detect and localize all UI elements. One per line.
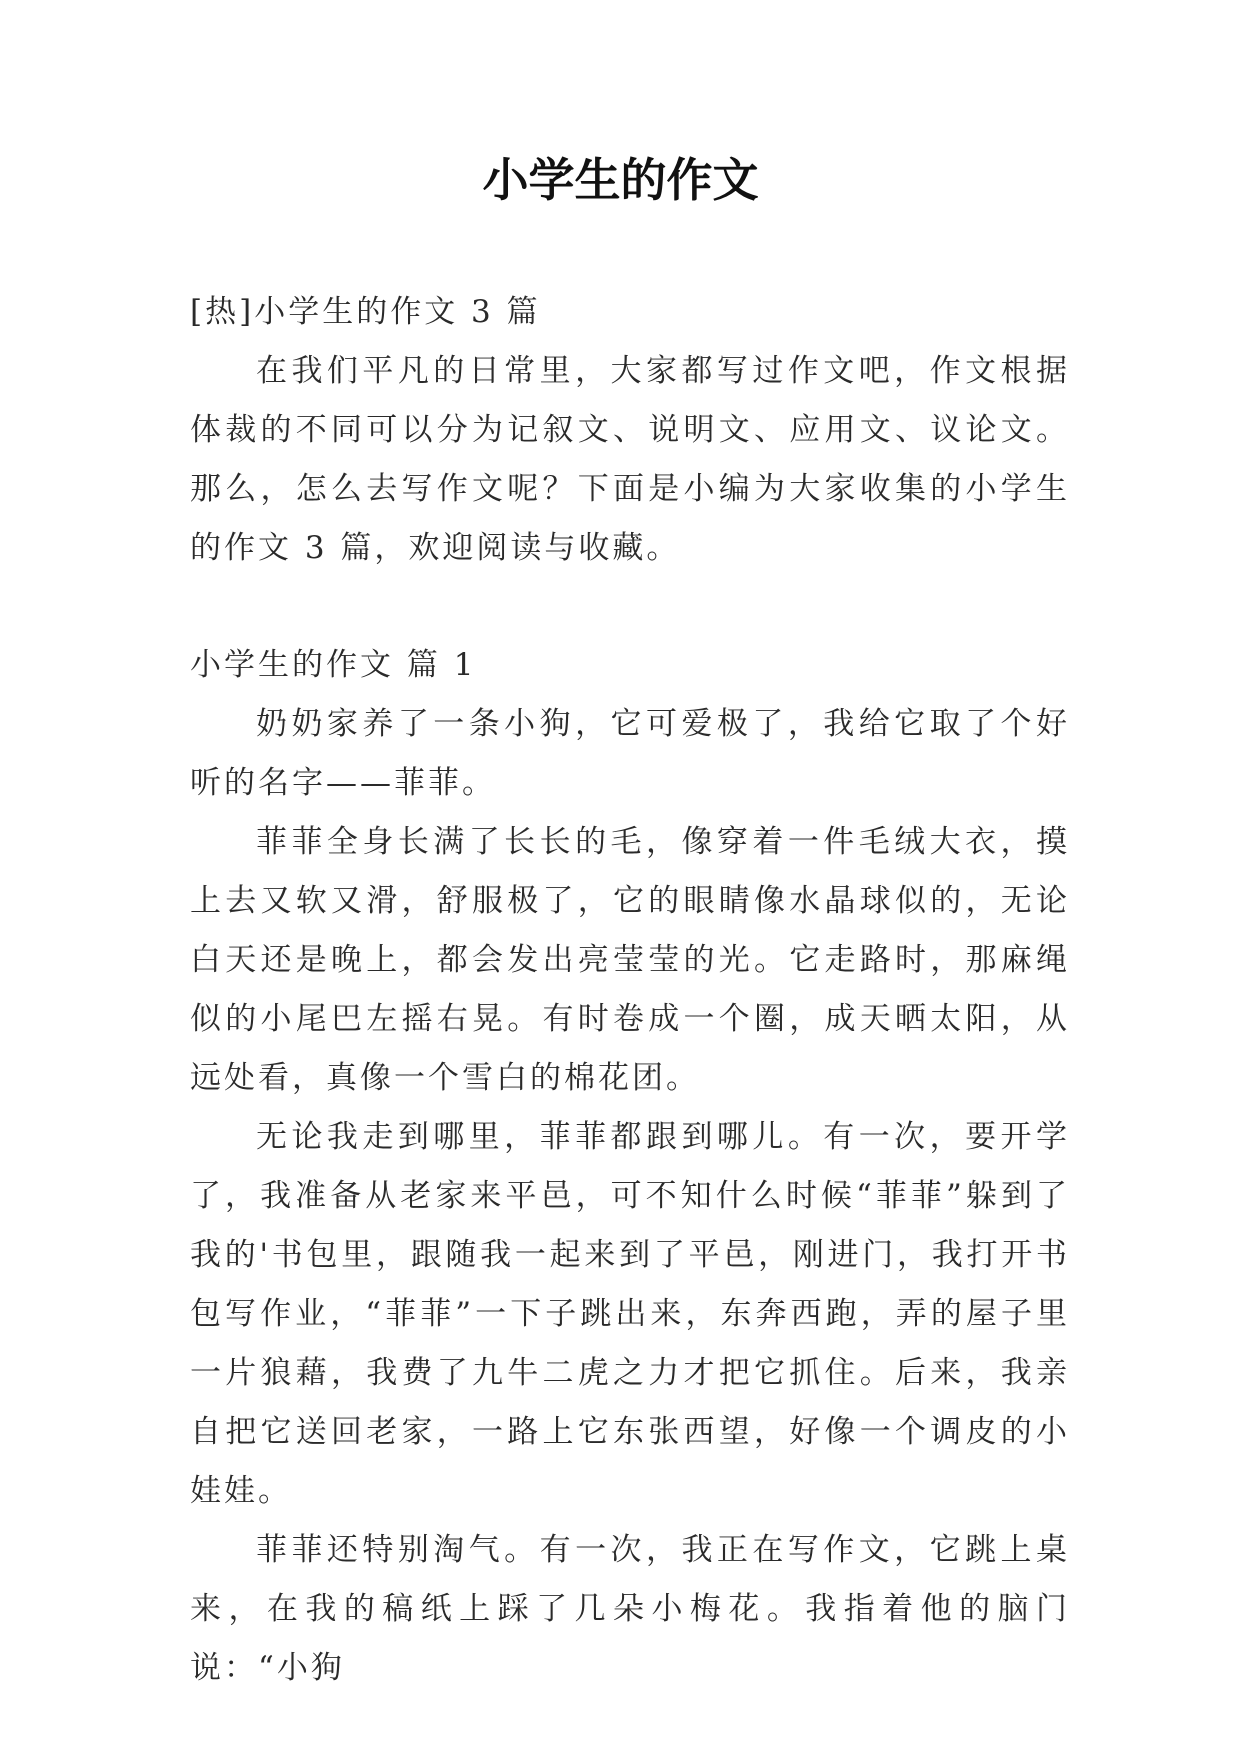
document-body xyxy=(190,283,1070,1698)
document-title: 小学生的作文 xyxy=(482,153,759,207)
body-paragraph: 菲菲还特别淘气。有一次，我正在写作文，它跳上桌来，在我的稿纸上踩了几朵小梅花。我指着他的脑门说：“小狗 xyxy=(190,1532,1070,1686)
section-heading: 小学生的作文 篇 1 xyxy=(190,647,477,683)
intro-heading: [热]小学生的作文 3 篇 xyxy=(190,294,541,330)
body-paragraph: 无论我走到哪里，菲菲都跟到哪儿。有一次，要开学了，我准备从老家来平邑，可不知什么时候“菲菲”躲到了我的'书包里，跟随我一起来到了平邑，刚进门，我打开书包写作业，“菲菲”一下子跳出来，东奔西跑，弄的屋子里一片狼藉，我费了九牛二虎之力才把它抓住。后来，我亲自把它送回老家，一路上它东张西望，好像一个调皮的小娃娃。 xyxy=(190,1119,1070,1509)
intro-paragraph: 在我们平凡的日常里，大家都写过作文吧，作文根据体裁的不同可以分为记叙文、说明文、应用文、议论文。那么，怎么去写作文呢？下面是小编为大家收集的小学生的作文 3 篇，欢迎阅读与收藏。 xyxy=(190,353,1070,566)
body-paragraph: 菲菲全身长满了长长的毛，像穿着一件毛绒大衣，摸上去又软又滑，舒服极了，它的眼睛像水晶球似的，无论白天还是晚上，都会发出亮莹莹的光。它走路时，那麻绳似的小尾巴左摇右晃。有时卷成一个圈，成天晒太阳，从远处看，真像一个雪白的棉花团。 xyxy=(190,824,1070,1096)
body-paragraph: 奶奶家养了一条小狗，它可爱极了，我给它取了个好听的名字——菲菲。 xyxy=(190,706,1070,801)
